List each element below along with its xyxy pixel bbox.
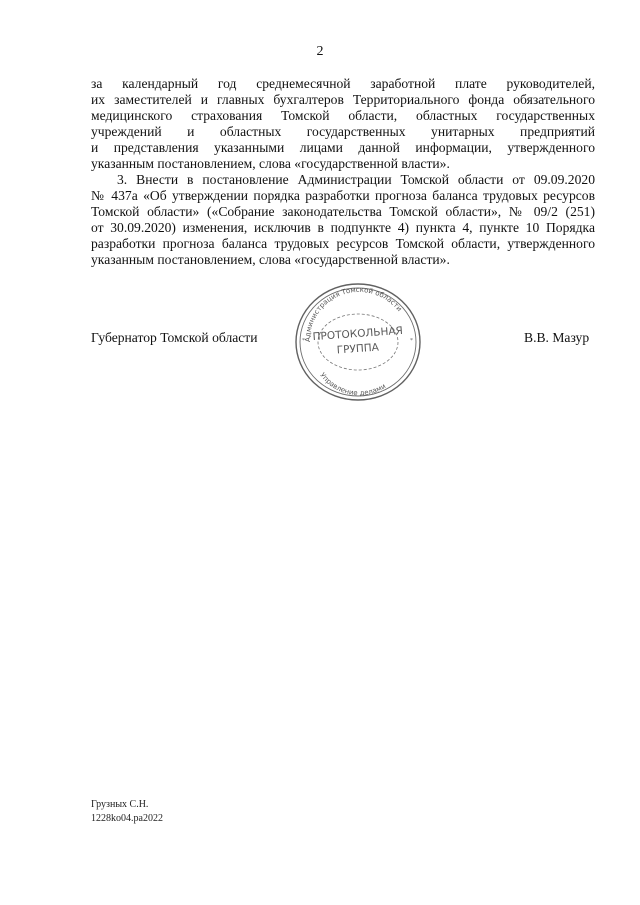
signatory-position: Губернатор Томской области	[91, 330, 258, 345]
text-line: от 30.09.2020) изменения, исключив в подпункте 4) пункта 4, пункте 10 Порядка	[91, 219, 595, 235]
text-line: учреждений и областных государственных унитарных предприятий	[91, 123, 595, 139]
text-line: указанным постановлением, слова «государственной власти».	[91, 155, 450, 171]
official-stamp	[290, 280, 425, 405]
stamp-star-icon: *	[302, 338, 305, 344]
document-footer	[91, 798, 163, 826]
text-line: за календарный год среднемесячной заработной плате руководителей,	[91, 76, 595, 91]
text-line: указанным постановлением, слова «государственной власти».	[91, 251, 450, 267]
paragraph-continuation	[91, 76, 595, 171]
paragraph-item-3	[91, 172, 595, 267]
footer-doc-code: 1228ko04.pa2022	[91, 813, 163, 824]
text-line: № 437а «Об утверждении порядка разработки прогноза баланса трудовых ресурсов	[91, 187, 595, 203]
text-line: разработки прогноза баланса трудовых ресурсов Томской области, утвержденного	[91, 235, 595, 251]
text-line: их заместителей и главных бухгалтеров Территориального фонда обязательного	[91, 91, 595, 107]
page-number: 2	[316, 44, 324, 59]
signatory-name: В.В. Мазур	[524, 330, 590, 345]
text-line: 3. Внести в постановление Администрации Томской области от 09.09.2020	[117, 172, 595, 187]
footer-author: Грузных С.Н.	[91, 799, 149, 810]
stamp-star-icon: *	[410, 338, 413, 344]
text-line: Томской области» («Собрание законодательства Томской области», № 09/2 (251)	[91, 203, 595, 219]
text-line: медицинского страхования Томской области, областных государственных	[91, 107, 595, 123]
text-line: и представления указанными лицами данной информации, утвержденного	[91, 139, 595, 155]
stamp-inner-line2: ГРУППА	[336, 341, 380, 357]
stamp-inner-line1: ПРОТОКОЛЬНАЯ	[312, 324, 404, 344]
stamp-top-text: Администрация Томской области	[303, 285, 404, 343]
stamp-bottom-text: Управление делами	[318, 371, 388, 398]
